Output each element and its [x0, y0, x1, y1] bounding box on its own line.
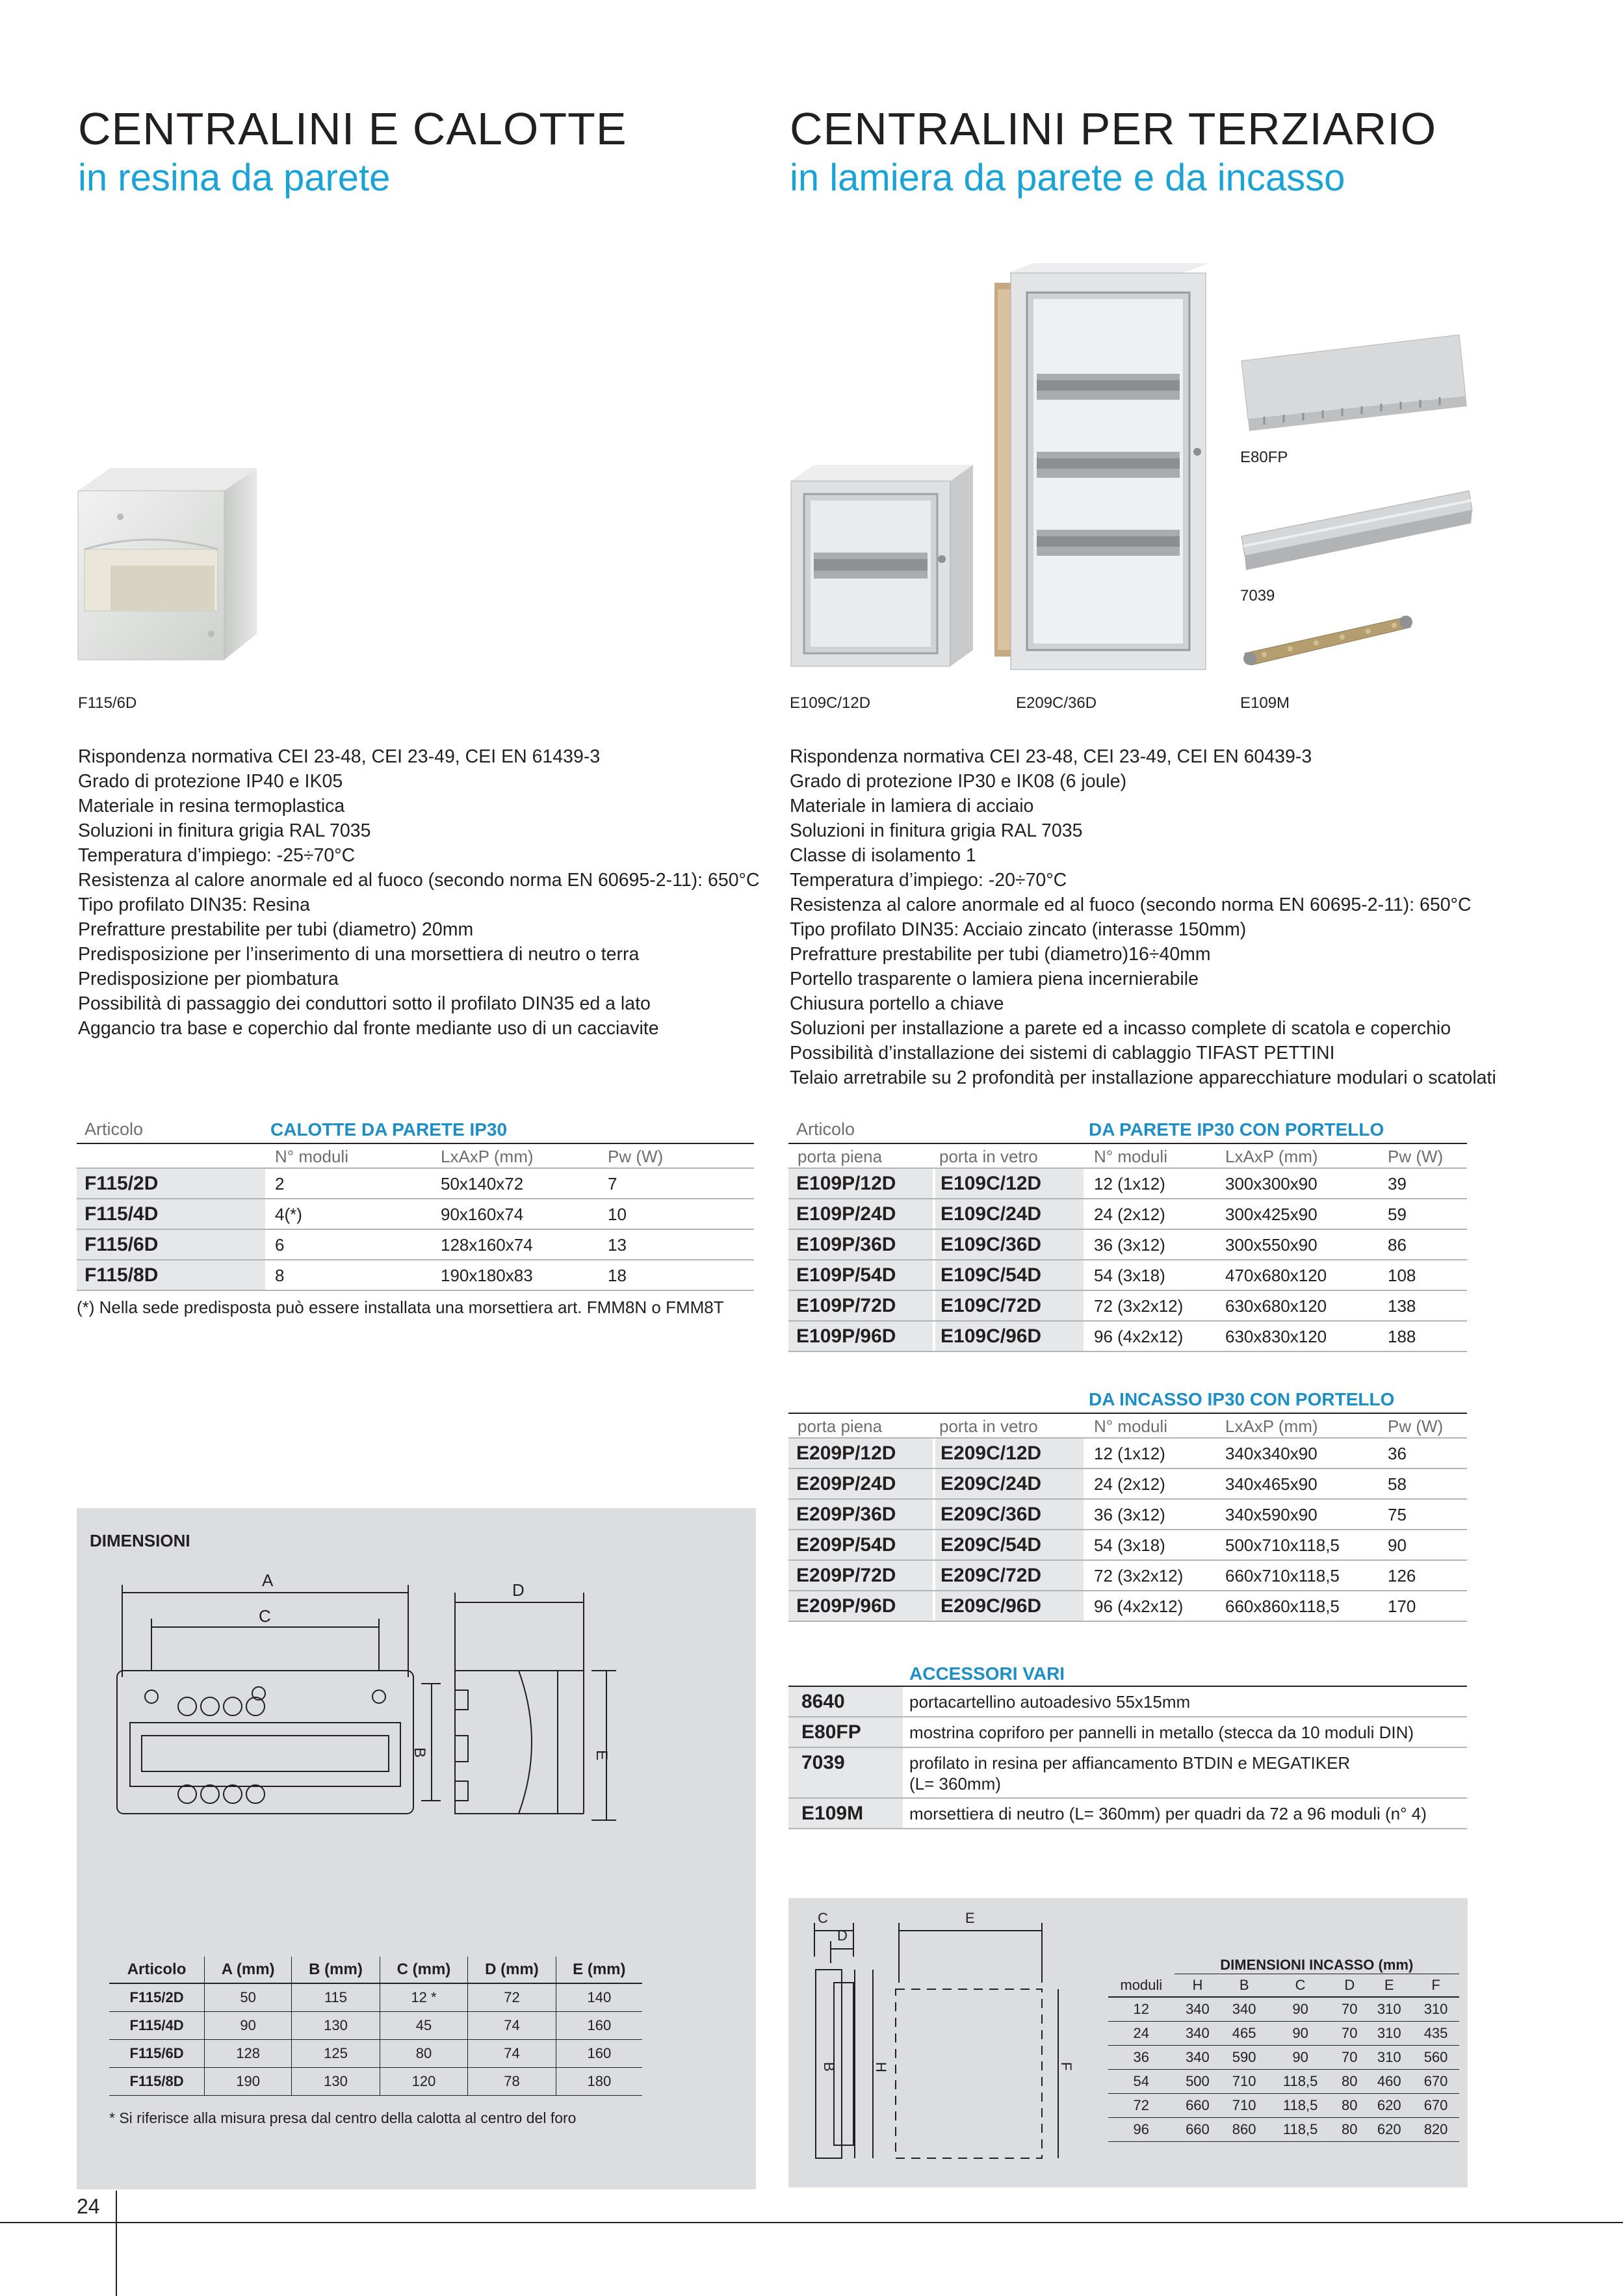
code-piena: E109P/54D — [788, 1260, 933, 1290]
value-cell: 54 (3x18) — [1094, 1266, 1165, 1285]
incasso-label-h: H — [873, 2062, 889, 2072]
dim-col-header: B (mm) — [292, 1957, 380, 1983]
article-code: F115/2D — [77, 1169, 265, 1198]
dim-value: 140 — [587, 1989, 612, 2005]
inc-value: 70 — [1342, 2025, 1358, 2041]
table-row — [788, 1591, 1467, 1622]
table-row — [77, 1199, 754, 1230]
dim-value: 12 * — [380, 1983, 467, 2012]
dim-value: 78 — [468, 2068, 556, 2096]
inc-col-header: E — [1384, 1977, 1394, 1993]
accessory-desc: morsettiera di neutro (L= 360mm) per quadri da 72 a 96 moduli (n° 4) — [909, 1804, 1427, 1823]
value-cell: 36 — [1388, 1444, 1407, 1463]
value-cell: 96 (4x2x12) — [1094, 1327, 1184, 1346]
inc-value: 70 — [1342, 2049, 1358, 2065]
value-cell: 12 (1x12) — [1094, 1174, 1165, 1194]
inc-value: 710 — [1232, 2097, 1256, 2113]
table-row — [788, 1469, 1467, 1500]
calotte-title: CALOTTE DA PARETE IP30 — [270, 1119, 508, 1140]
inc-value: 96 — [1133, 2121, 1150, 2137]
calotte-articolo-label: Articolo — [84, 1119, 144, 1139]
spec-line: Grado di protezione IP30 e IK08 (6 joule) — [790, 771, 1127, 792]
dim-value: 128 — [205, 2040, 292, 2068]
incasso-col-vetro: porta in vetro — [939, 1416, 1038, 1436]
inc-value: 660 — [1186, 2097, 1210, 2113]
dim-value: 72 — [468, 1983, 556, 2012]
table-row — [1108, 2118, 1459, 2142]
dim-article: F115/4D — [109, 2012, 205, 2040]
inc-col-header: D — [1344, 1977, 1355, 1993]
value-cell: 126 — [1388, 1566, 1416, 1585]
code-piena: E109P/36D — [788, 1230, 933, 1259]
code-piena: E109P/24D — [788, 1199, 933, 1229]
code-vetro: E209C/54D — [935, 1530, 1084, 1559]
dim-cell: 128x160x74 — [441, 1235, 533, 1255]
left-title: CENTRALINI E CALOTTE — [78, 103, 627, 154]
right-subtitle: in lamiera da parete e da incasso — [790, 157, 1345, 199]
table-row — [788, 1199, 1467, 1230]
parete-col-dim: LxAxP (mm) — [1225, 1147, 1318, 1166]
parete-articolo-label: Articolo — [796, 1119, 855, 1139]
footer-vrule — [116, 2191, 117, 2296]
accessory-code: E109M — [788, 1799, 903, 1828]
code-vetro: E209C/24D — [935, 1469, 1084, 1498]
code-vetro: E109C/12D — [935, 1169, 1084, 1198]
table-row — [788, 1561, 1467, 1591]
value-cell: 59 — [1388, 1205, 1407, 1224]
dim-col-header: D (mm) — [468, 1957, 556, 1983]
right-title: CENTRALINI PER TERZIARIO — [790, 103, 1437, 154]
article-code: F115/4D — [77, 1199, 265, 1229]
dim-article: F115/6D — [109, 2040, 205, 2068]
spec-line: Materiale in lamiera di acciaio — [790, 796, 1034, 816]
value-cell: 660x710x118,5 — [1225, 1566, 1340, 1585]
value-cell: 72 (3x2x12) — [1094, 1566, 1184, 1585]
left-specs-list — [78, 744, 760, 1041]
table-row — [788, 1230, 1467, 1260]
product-photo-e109c — [788, 455, 976, 670]
value-cell: 36 (3x12) — [1094, 1235, 1165, 1255]
accessory-desc: mostrina copriforo per pannelli in metallo (stecca da 10 moduli DIN) — [909, 1723, 1414, 1742]
inc-value: 118,5 — [1282, 2097, 1318, 2113]
caption-e109m: E109M — [1240, 694, 1290, 712]
spec-line: Tipo profilato DIN35: Acciaio zincato (interasse 150mm) — [790, 919, 1247, 940]
calotte-table — [77, 1118, 754, 1318]
accessory-code: 7039 — [788, 1748, 903, 1797]
code-piena: E209P/96D — [788, 1591, 933, 1621]
value-cell: 96 (4x2x12) — [1094, 1597, 1184, 1616]
article-code: F115/6D — [77, 1230, 265, 1259]
inc-value: 310 — [1377, 2001, 1401, 2017]
inc-value: 118,5 — [1282, 2121, 1318, 2137]
value-cell: 12 (1x12) — [1094, 1444, 1165, 1463]
value-cell: 24 (2x12) — [1094, 1205, 1165, 1224]
dim-label-d: D — [512, 1580, 525, 1600]
spec-line: Soluzioni per installazione a parete ed a incasso complete di scatola e coperchio — [790, 1018, 1451, 1039]
calotte-col-moduli: N° moduli — [275, 1147, 348, 1166]
article-code: F115/8D — [77, 1260, 265, 1290]
table-row — [1108, 1997, 1459, 2022]
dim-value: 160 — [587, 2045, 612, 2061]
accessory-row — [788, 1799, 1467, 1829]
value-cell: 54 (3x18) — [1094, 1535, 1165, 1555]
code-vetro: E109C/24D — [935, 1199, 1084, 1229]
parete-table — [788, 1118, 1467, 1352]
calotte-col-dim: LxAxP (mm) — [441, 1147, 534, 1166]
incasso-dim-title: DIMENSIONI INCASSO (mm) — [1175, 1957, 1459, 1974]
inc-value: 118,5 — [1282, 2073, 1318, 2089]
dim-article: F115/2D — [109, 1983, 205, 2012]
table-row — [788, 1169, 1467, 1199]
spec-line: Rispondenza normativa CEI 23-48, CEI 23-49, CEI EN 60439-3 — [790, 746, 1312, 767]
moduli-cell: 8 — [275, 1266, 285, 1285]
spec-line: Prefratture prestabilite per tubi (diametro) 20mm — [78, 919, 474, 940]
dimensioni-panel — [77, 1508, 756, 2189]
accessory-code: E80FP — [788, 1717, 903, 1747]
value-cell: 86 — [1388, 1235, 1407, 1255]
spec-line: Portello trasparente o lamiera piena incernierabile — [790, 969, 1199, 989]
spec-line: Temperatura d’impiego: -25÷70°C — [78, 845, 356, 866]
value-cell: 188 — [1388, 1327, 1416, 1346]
accessory-desc: profilato in resina per affiancamento BTDIN e MEGATIKER — [909, 1753, 1351, 1773]
dim-value: 130 — [292, 2068, 380, 2096]
dim-label-e: E — [593, 1750, 610, 1761]
incasso-col-pw: Pw (W) — [1388, 1416, 1444, 1436]
dim-cell: 90x160x74 — [441, 1205, 524, 1224]
inc-value: 80 — [1342, 2097, 1358, 2113]
dim-value: 90 — [205, 2012, 292, 2040]
incasso-table — [788, 1388, 1467, 1622]
caption-e109c: E109C/12D — [790, 694, 871, 712]
parete-col-pw: Pw (W) — [1388, 1147, 1444, 1166]
inc-value: 500 — [1186, 2073, 1210, 2089]
spec-line: Predisposizione per l’inserimento di una morsettiera di neutro o terra — [78, 944, 640, 965]
table-row — [788, 1530, 1467, 1561]
code-piena: E209P/72D — [788, 1561, 933, 1590]
inc-value: 310 — [1423, 2001, 1448, 2017]
product-photo-7039 — [1238, 484, 1475, 575]
spec-line: Resistenza al calore anormale ed al fuoco (secondo norma EN 60695-2-11): 650°C — [790, 894, 1472, 915]
spec-line: Grado di protezione IP40 e IK05 — [78, 771, 343, 792]
inc-value: 80 — [1342, 2121, 1358, 2137]
table-row — [77, 1169, 754, 1199]
caption-7039: 7039 — [1240, 587, 1275, 605]
moduli-cell: 6 — [275, 1235, 285, 1255]
value-cell: 340x465x90 — [1225, 1474, 1318, 1494]
inc-value: 72 — [1133, 2097, 1150, 2113]
product-photo-f115 — [71, 465, 260, 666]
inc-value: 860 — [1232, 2121, 1256, 2137]
value-cell: 500x710x118,5 — [1225, 1535, 1340, 1555]
caption-f115: F115/6D — [78, 694, 137, 712]
footer-rule — [0, 2222, 1623, 2223]
table-row — [788, 1322, 1467, 1352]
inc-col-header: F — [1431, 1977, 1440, 1993]
parete-title: DA PARETE IP30 CON PORTELLO — [1089, 1119, 1384, 1140]
product-photo-e109m — [1238, 608, 1420, 673]
table-row — [109, 1983, 642, 2012]
spec-line: Tipo profilato DIN35: Resina — [78, 894, 310, 915]
pw-cell: 10 — [608, 1205, 627, 1224]
parete-col-vetro: porta in vetro — [939, 1147, 1038, 1166]
spec-line: Possibilità d’installazione dei sistemi di cablaggio TIFAST PETTINI — [790, 1043, 1335, 1063]
inc-value: 820 — [1423, 2121, 1448, 2137]
dim-value: 120 — [380, 2068, 467, 2096]
incasso-col-moduli: N° moduli — [1094, 1416, 1167, 1436]
inc-value: 80 — [1342, 2073, 1358, 2089]
dim-value: 74 — [468, 2040, 556, 2068]
inc-value: 620 — [1377, 2121, 1401, 2137]
accessory-desc: portacartellino autoadesivo 55x15mm — [909, 1692, 1191, 1712]
dim-value: 80 — [380, 2040, 467, 2068]
value-cell: 36 (3x12) — [1094, 1505, 1165, 1524]
table-row — [109, 2040, 642, 2068]
spec-line: Rispondenza normativa CEI 23-48, CEI 23-49, CEI EN 61439-3 — [78, 746, 601, 767]
moduli-cell: 2 — [275, 1174, 285, 1194]
code-piena: E209P/54D — [788, 1530, 933, 1559]
dim-value: 130 — [292, 2012, 380, 2040]
dim-value: 160 — [587, 2017, 612, 2033]
incasso-dim-panel — [788, 1898, 1468, 2187]
page-number: 24 — [77, 2195, 100, 2218]
code-vetro: E209C/72D — [935, 1561, 1084, 1590]
value-cell: 58 — [1388, 1474, 1407, 1494]
dim-col-header: Articolo — [109, 1957, 205, 1983]
value-cell: 630x830x120 — [1225, 1327, 1327, 1346]
inc-value: 90 — [1292, 2049, 1308, 2065]
inc-value: 590 — [1232, 2049, 1256, 2065]
accessory-row — [788, 1748, 1467, 1799]
table-row — [788, 1500, 1467, 1530]
accessory-row — [788, 1687, 1467, 1717]
inc-value: 435 — [1423, 2025, 1448, 2041]
inc-value: 36 — [1133, 2049, 1150, 2065]
incasso-label-e: E — [965, 1911, 975, 1926]
inc-value: 670 — [1423, 2073, 1448, 2089]
inc-value: 310 — [1377, 2025, 1401, 2041]
table-row — [109, 2068, 642, 2096]
code-vetro: E109C/96D — [935, 1322, 1084, 1351]
dimensioni-table — [109, 1957, 642, 2096]
value-cell: 72 (3x2x12) — [1094, 1296, 1184, 1316]
incasso-label-d: D — [837, 1927, 848, 1944]
spec-line: Resistenza al calore anormale ed al fuoco (secondo norma EN 60695-2-11): 650°C — [78, 870, 760, 891]
spec-line: Prefratture prestabilite per tubi (diametro)16÷40mm — [790, 944, 1211, 965]
incasso-dim-table — [1108, 1957, 1459, 2142]
value-cell: 300x550x90 — [1225, 1235, 1318, 1255]
inc-value: 710 — [1232, 2073, 1256, 2089]
parete-col-moduli: N° moduli — [1094, 1147, 1167, 1166]
value-cell: 300x300x90 — [1225, 1174, 1318, 1194]
value-cell: 300x425x90 — [1225, 1205, 1318, 1224]
dim-col-header: C (mm) — [380, 1957, 467, 1983]
code-piena: E209P/36D — [788, 1500, 933, 1529]
spec-line: Aggancio tra base e coperchio dal fronte mediante uso di un cacciavite — [78, 1018, 659, 1039]
pw-cell: 7 — [608, 1174, 617, 1194]
pw-cell: 18 — [608, 1266, 627, 1285]
dimensioni-note: * Si riferisce alla misura presa dal centro della calotta al centro del foro — [109, 2109, 577, 2126]
parete-col-headers — [788, 1144, 1467, 1169]
value-cell: 108 — [1388, 1266, 1416, 1285]
value-cell: 340x590x90 — [1225, 1505, 1318, 1524]
table-row — [77, 1260, 754, 1291]
inc-col-header: H — [1192, 1977, 1203, 1993]
code-vetro: E109C/72D — [935, 1291, 1084, 1320]
value-cell: 24 (2x12) — [1094, 1474, 1165, 1494]
dim-cell: 190x180x83 — [441, 1266, 533, 1285]
code-piena: E209P/12D — [788, 1439, 933, 1468]
left-subtitle: in resina da parete — [78, 157, 391, 199]
inc-value: 465 — [1232, 2025, 1256, 2041]
product-photo-e80fp — [1238, 335, 1472, 432]
inc-value: 560 — [1423, 2049, 1448, 2065]
inc-value: 460 — [1377, 2073, 1401, 2089]
spec-line: Predisposizione per piombatura — [78, 969, 339, 989]
inc-value: 24 — [1133, 2025, 1150, 2041]
value-cell: 660x860x118,5 — [1225, 1597, 1340, 1616]
side-view-drawing — [441, 1573, 636, 1846]
accessory-desc-2: (L= 360mm) — [909, 1774, 1001, 1794]
accessory-row — [788, 1717, 1467, 1748]
dim-value: 50 — [205, 1983, 292, 2012]
dim-col-header: E (mm) — [573, 1961, 626, 1978]
table-row — [788, 1291, 1467, 1322]
incasso-drawing — [801, 1911, 1113, 2178]
product-photo-e209c — [994, 263, 1209, 673]
code-piena: E109P/96D — [788, 1322, 933, 1351]
dim-value: 115 — [292, 1983, 380, 2012]
value-cell: 39 — [1388, 1174, 1407, 1194]
spec-line: Soluzioni in finitura grigia RAL 7035 — [790, 820, 1083, 841]
inc-col-header: moduli — [1120, 1976, 1163, 1993]
inc-col-header: C — [1295, 1977, 1306, 1993]
spec-line: Classe di isolamento 1 — [790, 845, 976, 866]
parete-col-piena: porta piena — [798, 1147, 883, 1166]
incasso-title: DA INCASSO IP30 CON PORTELLO — [1089, 1389, 1395, 1409]
value-cell: 138 — [1388, 1296, 1416, 1316]
incasso-col-dim: LxAxP (mm) — [1225, 1416, 1318, 1436]
dim-value: 45 — [380, 2012, 467, 2040]
inc-value: 90 — [1292, 2025, 1308, 2041]
dim-article: F115/8D — [109, 2068, 205, 2096]
value-cell: 470x680x120 — [1225, 1266, 1327, 1285]
dim-col-header: A (mm) — [205, 1957, 292, 1983]
inc-value: 670 — [1423, 2097, 1448, 2113]
spec-line: Chiusura portello a chiave — [790, 993, 1004, 1014]
incasso-label-b: B — [821, 2062, 837, 2072]
table-row — [1108, 2046, 1459, 2070]
table-row — [77, 1230, 754, 1260]
spec-line: Materiale in resina termoplastica — [78, 796, 345, 816]
code-vetro: E209C/96D — [935, 1591, 1084, 1621]
code-piena: E209P/24D — [788, 1469, 933, 1498]
inc-value: 620 — [1377, 2097, 1401, 2113]
table-row — [788, 1260, 1467, 1291]
code-vetro: E109C/54D — [935, 1260, 1084, 1290]
moduli-cell: 4(*) — [275, 1205, 302, 1224]
inc-value: 340 — [1186, 2025, 1210, 2041]
dim-value: 190 — [205, 2068, 292, 2096]
table-row — [788, 1439, 1467, 1469]
incasso-label-f: F — [1058, 2062, 1074, 2071]
inc-value: 310 — [1377, 2049, 1401, 2065]
accessori-title: ACCESSORI VARI — [909, 1663, 1065, 1684]
table-row — [109, 2012, 642, 2040]
inc-value: 54 — [1133, 2073, 1150, 2089]
inc-value: 70 — [1342, 2001, 1358, 2017]
front-view-drawing — [103, 1573, 467, 1833]
inc-value: 90 — [1292, 2001, 1308, 2017]
inc-value: 12 — [1133, 2001, 1150, 2017]
code-vetro: E209C/12D — [935, 1439, 1084, 1468]
code-vetro: E109C/36D — [935, 1230, 1084, 1259]
right-specs-list — [790, 744, 1537, 1090]
calotte-note: (*) Nella sede predisposta può essere installata una morsettiera art. FMM8N o FMM8T — [77, 1298, 724, 1317]
dim-value: 74 — [468, 2012, 556, 2040]
caption-e209c: E209C/36D — [1016, 694, 1097, 712]
caption-e80fp: E80FP — [1240, 449, 1288, 466]
dim-label-c: C — [259, 1606, 271, 1626]
accessori-table — [788, 1661, 1467, 1829]
calotte-col-pw: Pw (W) — [608, 1147, 664, 1166]
inc-value: 340 — [1186, 2049, 1210, 2065]
code-vetro: E209C/36D — [935, 1500, 1084, 1529]
value-cell: 170 — [1388, 1597, 1416, 1616]
value-cell: 75 — [1388, 1505, 1407, 1524]
table-row — [1108, 2070, 1459, 2094]
inc-value: 340 — [1232, 2001, 1256, 2017]
dim-value: 180 — [587, 2073, 612, 2089]
spec-line: Soluzioni in finitura grigia RAL 7035 — [78, 820, 371, 841]
inc-value: 660 — [1186, 2121, 1210, 2137]
pw-cell: 13 — [608, 1235, 627, 1255]
code-piena: E109P/72D — [788, 1291, 933, 1320]
inc-col-header: B — [1239, 1977, 1249, 1993]
dim-value: 125 — [292, 2040, 380, 2068]
spec-line: Possibilità di passaggio dei conduttori sotto il profilato DIN35 ed a lato — [78, 993, 651, 1014]
spec-line: Telaio arretrabile su 2 profondità per installazione apparecchiature modulari o scatolati — [790, 1067, 1496, 1088]
dim-cell: 50x140x72 — [441, 1174, 524, 1194]
value-cell: 340x340x90 — [1225, 1444, 1318, 1463]
dim-label-a: A — [262, 1573, 274, 1590]
value-cell: 90 — [1388, 1535, 1407, 1555]
dimensioni-title: DIMENSIONI — [90, 1531, 190, 1550]
code-piena: E109P/12D — [788, 1169, 933, 1198]
table-row — [1108, 2022, 1459, 2046]
value-cell: 630x680x120 — [1225, 1296, 1327, 1316]
incasso-label-c: C — [818, 1911, 828, 1926]
spec-line: Temperatura d’impiego: -20÷70°C — [790, 870, 1067, 891]
incasso-col-piena: porta piena — [798, 1416, 883, 1436]
accessory-code: 8640 — [788, 1687, 903, 1716]
dim-label-b: B — [411, 1747, 428, 1758]
inc-value: 340 — [1186, 2001, 1210, 2017]
table-row — [1108, 2094, 1459, 2118]
